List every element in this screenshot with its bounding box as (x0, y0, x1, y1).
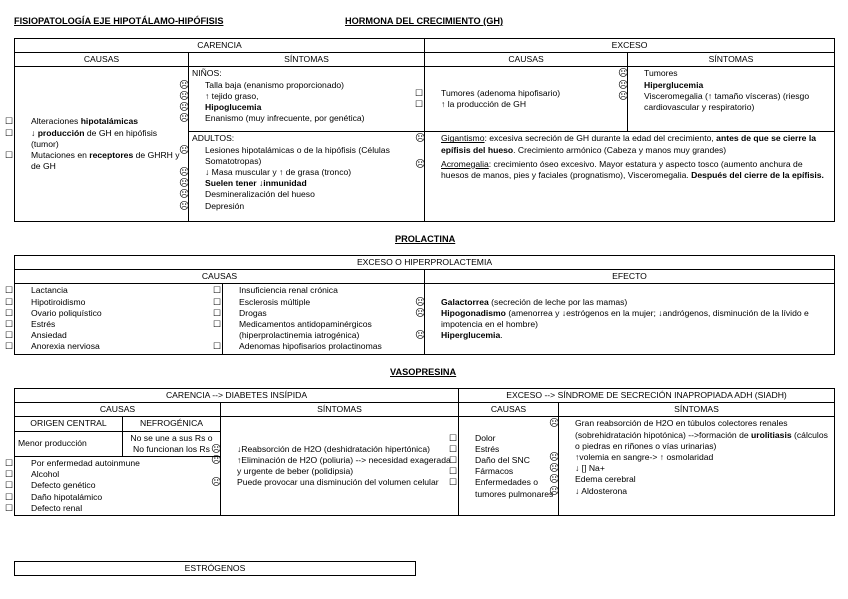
gh-adultos-cell (189, 132, 425, 222)
nefrogenica-text: No se une a sus Rs o No funcionan los Rs (123, 431, 221, 456)
prolactina-title: PROLACTINA (395, 234, 456, 244)
acromegalia-text: ☹ Acromegalia: crecimiento óseo excesivo. Mayor estatura y aspecto tosco (aumento anchura de huesos de manos, pies y faciales (prognatismo), Visceromegalia. Después del cierre de la epífisis. (428, 159, 831, 181)
gh-exc-causas-header: CAUSAS (425, 53, 628, 67)
list-item: ☐ Anorexia nerviosa (18, 341, 219, 352)
list-item: ☐ Alteraciones hipotalámicas (18, 116, 185, 127)
vaso-car-sintomas-header: SÍNTOMAS (221, 403, 459, 417)
list-item: ☹ ↓ Aldosterona (562, 486, 831, 497)
vaso-exceso-header: EXCESO --> SÍNDROME DE SECRECIÓN INAPROPIADA ADH (SIADH) (459, 389, 835, 403)
gh-exceso-header: EXCESO (425, 39, 835, 53)
vaso-car-sintomas-cell (221, 417, 459, 516)
list-item: ☹ ↓Reabsorción de H2O (deshidratación hipertónica) (224, 444, 455, 455)
prolactina-causas-left (15, 284, 223, 354)
prolactina-header: EXCESO O HIPERPROLACTEMIA (15, 256, 835, 270)
gh-title: HORMONA DEL CRECIMIENTO (GH) (345, 16, 504, 26)
vaso-exc-sintomas-header: SÍNTOMAS (559, 403, 835, 417)
vasopresina-title: VASOPRESINA (390, 367, 457, 377)
gh-exc-descripcion-cell (425, 132, 835, 222)
prolactina-causas-right (223, 284, 425, 354)
gh-car-causas-header: CAUSAS (15, 53, 189, 67)
list-item: ☐ Dolor (462, 433, 555, 444)
vaso-car-causas-cell (15, 457, 221, 516)
list-item: ☹ Galactorrea (secreción de leche por las mamas) (428, 297, 831, 308)
prolactina-table (14, 255, 835, 355)
list-item: ☐ ↑ la producción de GH (428, 99, 624, 110)
gh-ninos-cell (189, 67, 425, 132)
list-item: ☹ ↑Eliminación de H2O (poliuria) --> necesidad exagerada y urgente de beber (polidipsia) (224, 455, 455, 477)
list-item: ☐ Estrés (18, 319, 219, 330)
list-item: ☐ Ovario poliquístico (18, 308, 219, 319)
list-item: ☹ Hipogonadismo (amenorrea y ↓estrógenos en la mujer; ↓andrógenos, disminución de la lívido e impotencia en el hombre) (428, 308, 831, 330)
gh-exc-sintomas-header: SÍNTOMAS (628, 53, 835, 67)
list-item: ☹ ↑ tejido graso, (192, 91, 421, 102)
gh-exc-sintomas-cell (628, 67, 835, 132)
estrogenos-table (14, 561, 416, 576)
list-item: ☹ Enanismo (muy infrecuente, por genética) (192, 113, 421, 124)
vaso-exc-causas-cell (459, 417, 559, 516)
ninos-title: NIÑOS: (192, 68, 222, 79)
document-title: FISIOPATOLOGÍA EJE HIPOTÁLAMO-HIPÓFISIS (14, 16, 224, 26)
list-item: ☐ Ansiedad (18, 330, 219, 341)
list-item: ☹ Lesiones hipotalámicas o de la hipófisis (Células Somatotropas) (192, 145, 421, 167)
list-item: ☐ Insuficiencia renal crónica (226, 285, 421, 296)
list-item: ☹ Depresión (192, 201, 421, 212)
gh-table (14, 38, 835, 222)
list-item: ☹ Edema cerebral (562, 474, 831, 485)
list-item: ☐ Defecto genético (18, 480, 217, 491)
list-item: ☐ Adenomas hipofisarios prolactinomas (226, 341, 421, 352)
list-item: ☹ Hiperglucemia. (428, 330, 831, 341)
list-item: ☹ Suelen tener ↓inmunidad (192, 178, 421, 189)
prolactina-causas-header: CAUSAS (15, 270, 425, 284)
list-item: ☹ Hipoglucemia (192, 102, 421, 113)
list-item: ☐ Por enfermedad autoinmune (18, 458, 217, 469)
gh-car-causas-cell (15, 67, 189, 222)
prolactina-efectos (425, 284, 835, 354)
list-item: ☐ Medicamentos antidopaminérgicos (hiperprolactinemia iatrogénica) (226, 319, 421, 341)
prolactina-efecto-header: EFECTO (425, 270, 835, 284)
list-item: ☐ ↓ producción de GH en hipófisis (tumor) (18, 128, 185, 150)
estrogenos-header: ESTRÓGENOS (15, 562, 416, 576)
list-item: ☹ Talla baja (enanismo proporcionado) (192, 80, 421, 91)
list-item: ☹ Visceromegalia (↑ tamaño vísceras) (riesgo cardiovascular y respiratorio) (631, 91, 831, 113)
vaso-exc-causas-header: CAUSAS (459, 403, 559, 417)
list-item: ☹ Tumores (631, 68, 831, 79)
list-item: ☐ Mutaciones en receptores de GHRH y de GH (18, 150, 185, 172)
vaso-car-causas-header: CAUSAS (15, 403, 221, 417)
vaso-exc-sintomas-cell (559, 417, 835, 516)
vasopresina-table (14, 388, 835, 516)
list-item: ☐ Alcohol (18, 469, 217, 480)
adultos-title: ADULTOS: (192, 133, 235, 144)
list-item: ☐ Lactancia (18, 285, 219, 296)
list-item: ☹ Gran reabsorción de H2O en túbulos colectores renales (sobrehidratación hipotónica) -->formación de urolitiasis (cálculos o piedras en riñones o vías urinarias) (562, 418, 831, 452)
list-item: ☹ Puede provocar una disminución del volumen celular (224, 477, 455, 488)
list-item: ☹ ↑volemia en sangre-> ↑ osmolaridad (562, 452, 831, 463)
gh-exc-causas-cell (425, 67, 628, 132)
list-item: ☐ Hipotiroidismo (18, 297, 219, 308)
list-item: ☹ ↓ [] Na+ (562, 463, 831, 474)
list-item: ☹ ↓ Masa muscular y ↑ de grasa (tronco) (192, 167, 421, 178)
list-item: ☐ Enfermedades o tumores pulmonares (462, 477, 555, 499)
list-item: ☐ Esclerosis múltiple (226, 297, 421, 308)
list-item: ☐ Defecto renal (18, 503, 217, 514)
gh-carencia-header: CARENCIA (15, 39, 425, 53)
list-item: ☐ Daño del SNC (462, 455, 555, 466)
list-item: ☐ Estrés (462, 444, 555, 455)
list-item: ☹ Desmineralización del hueso (192, 189, 421, 200)
list-item: ☐ Drogas (226, 308, 421, 319)
list-item: ☐ Tumores (adenoma hipofisario) (428, 88, 624, 99)
gigantismo-text: ☹ Gigantismo: excesiva secreción de GH durante la edad del crecimiento, antes de que se cierre la epífisis del hueso. Crecimiento armónico (Cabeza y manos muy grandes) (428, 133, 831, 155)
list-item: ☐ Daño hipotalámico (18, 492, 217, 503)
origen-central-header: ORIGEN CENTRAL (15, 417, 123, 431)
list-item: ☹ Hiperglucemia (631, 80, 831, 91)
list-item: ☐ Fármacos (462, 466, 555, 477)
vaso-carencia-header: CARENCIA --> DIABETES INSÍPIDA (15, 389, 459, 403)
menor-produccion: Menor producción (15, 431, 123, 456)
gh-car-sintomas-header: SÍNTOMAS (189, 53, 425, 67)
nefrogenica-header: NEFROGÉNICA (123, 417, 221, 431)
